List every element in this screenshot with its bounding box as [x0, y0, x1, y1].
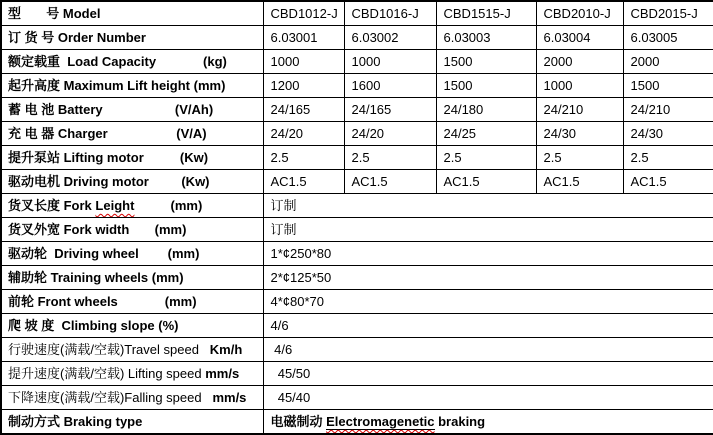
label-unit: (Kw) — [148, 174, 210, 189]
label-unit: (V/Ah) — [102, 102, 214, 117]
table-row — [1, 242, 713, 266]
row-label-model — [1, 1, 263, 26]
label-text: 制动方式 Braking type — [8, 414, 143, 429]
braking-value-en: braking — [434, 414, 486, 429]
label-text: 货叉外宽 Fork width — [8, 222, 130, 237]
cell-value: 2.5 — [623, 146, 713, 170]
label-text: 前轮 Front wheels — [8, 294, 118, 309]
table-row — [1, 338, 713, 362]
table-row — [1, 266, 713, 290]
cell-value: CBD1515-J — [436, 1, 536, 26]
label-text: 驱动轮 Driving wheel — [8, 246, 139, 261]
braking-value-cn: 电磁制动 — [270, 414, 327, 429]
cell-value-merged — [263, 410, 713, 435]
label-unit: (mm) — [134, 198, 203, 213]
label-text: 辅助轮 Training wheels — [8, 270, 149, 285]
table-row — [1, 362, 713, 386]
row-label-training-wheels — [1, 266, 263, 290]
cell-value-merged: 订制 — [263, 218, 713, 242]
row-label-charger — [1, 122, 263, 146]
label-text: 蓄 电 池 Battery — [8, 102, 103, 117]
label-unit: (mm) — [129, 222, 187, 237]
table-row — [1, 290, 713, 314]
cell-value-merged: 4/6 — [263, 314, 713, 338]
cell-value: 1000 — [536, 74, 623, 98]
label-text: 爬 坡 度 Climbing slope — [8, 318, 155, 333]
label-text: 提升泵站 Lifting motor — [8, 150, 144, 165]
cell-value: 1500 — [436, 74, 536, 98]
cell-value: 6.03003 — [436, 26, 536, 50]
cell-value: 24/20 — [263, 122, 344, 146]
table-row — [1, 194, 713, 218]
misspelled-word: Electromagenetic — [326, 414, 435, 429]
misspelled-word: Leight — [95, 198, 135, 213]
cell-value: AC1.5 — [344, 170, 436, 194]
row-label-fork-length — [1, 194, 263, 218]
label-unit: (mm) — [138, 246, 200, 261]
label-text: 型 号 Model — [8, 6, 101, 21]
cell-value: AC1.5 — [263, 170, 344, 194]
cell-value: 6.03004 — [536, 26, 623, 50]
label-text: 行驶速度(满载/空载)Travel speed — [8, 342, 199, 357]
cell-value: 1600 — [344, 74, 436, 98]
row-label-travel-speed — [1, 338, 263, 362]
cell-value-merged: 45/50 — [263, 362, 713, 386]
cell-value-merged: 4*¢80*70 — [263, 290, 713, 314]
table-row — [1, 50, 713, 74]
cell-value: CBD2010-J — [536, 1, 623, 26]
label-unit: mm/s — [201, 366, 240, 381]
cell-value: 6.03001 — [263, 26, 344, 50]
row-label-braking-type — [1, 410, 263, 435]
cell-value: CBD1012-J — [263, 1, 344, 26]
label-text: 充 电 器 Charger — [8, 126, 108, 141]
row-label-order-number — [1, 26, 263, 50]
table-row — [1, 146, 713, 170]
cell-value-merged: 4/6 — [263, 338, 713, 362]
cell-value: 2.5 — [263, 146, 344, 170]
cell-value: 1000 — [344, 50, 436, 74]
cell-value: 2.5 — [344, 146, 436, 170]
label-unit: (mm) — [190, 78, 226, 93]
cell-value: AC1.5 — [623, 170, 713, 194]
cell-value-merged: 45/40 — [263, 386, 713, 410]
table-row — [1, 386, 713, 410]
cell-value-merged: 2*¢125*50 — [263, 266, 713, 290]
cell-value: 2000 — [623, 50, 713, 74]
label-unit: (V/A) — [107, 126, 207, 141]
label-text: 订 货 号 Order Number — [8, 30, 146, 45]
table-row — [1, 314, 713, 338]
cell-value: AC1.5 — [536, 170, 623, 194]
row-label-battery — [1, 98, 263, 122]
row-label-load-capacity — [1, 50, 263, 74]
table-row — [1, 98, 713, 122]
label-text: 货叉长度 Fork — [8, 198, 96, 213]
row-label-driving-motor — [1, 170, 263, 194]
cell-value: 2.5 — [536, 146, 623, 170]
row-label-front-wheels — [1, 290, 263, 314]
label-unit: (kg) — [156, 54, 227, 69]
table-row — [1, 1, 713, 26]
table-row — [1, 26, 713, 50]
cell-value: 6.03002 — [344, 26, 436, 50]
label-unit: (mm) — [117, 294, 197, 309]
label-text: 起升高度 Maximum Lift height — [8, 78, 191, 93]
table-row — [1, 410, 713, 435]
table-row — [1, 218, 713, 242]
cell-value: 1200 — [263, 74, 344, 98]
cell-value: 24/180 — [436, 98, 536, 122]
label-unit: Km/h — [198, 342, 243, 357]
row-label-driving-wheel — [1, 242, 263, 266]
cell-value: 24/210 — [536, 98, 623, 122]
label-text: 提升速度(满载/空载) Lifting speed — [8, 366, 202, 381]
cell-value: AC1.5 — [436, 170, 536, 194]
row-label-lift-height — [1, 74, 263, 98]
cell-value: 24/30 — [623, 122, 713, 146]
label-unit: (%) — [154, 318, 179, 333]
cell-value: 24/210 — [623, 98, 713, 122]
label-unit: mm/s — [201, 390, 247, 405]
cell-value-merged: 1*¢250*80 — [263, 242, 713, 266]
row-label-climbing-slope — [1, 314, 263, 338]
row-label-lifting-motor — [1, 146, 263, 170]
table-row — [1, 74, 713, 98]
cell-value: 1500 — [436, 50, 536, 74]
table-row — [1, 122, 713, 146]
cell-value: 2000 — [536, 50, 623, 74]
cell-value: 24/30 — [536, 122, 623, 146]
cell-value: 1000 — [263, 50, 344, 74]
cell-value: 2.5 — [436, 146, 536, 170]
label-unit: (mm) — [148, 270, 184, 285]
cell-value: 24/165 — [344, 98, 436, 122]
cell-value: 24/20 — [344, 122, 436, 146]
label-text: 下降速度(满载/空载)Falling speed — [8, 390, 202, 405]
cell-value: 24/25 — [436, 122, 536, 146]
cell-value: CBD2015-J — [623, 1, 713, 26]
cell-value: 24/165 — [263, 98, 344, 122]
cell-value: 1500 — [623, 74, 713, 98]
label-text: 驱动电机 Driving motor — [8, 174, 149, 189]
row-label-lifting-speed — [1, 362, 263, 386]
row-label-fork-width — [1, 218, 263, 242]
label-text: 额定载重 Load Capacity — [8, 54, 157, 69]
cell-value: CBD1016-J — [344, 1, 436, 26]
cell-value: 6.03005 — [623, 26, 713, 50]
table-row — [1, 170, 713, 194]
cell-value-merged: 订制 — [263, 194, 713, 218]
row-label-falling-speed — [1, 386, 263, 410]
label-unit: (Kw) — [143, 150, 209, 165]
